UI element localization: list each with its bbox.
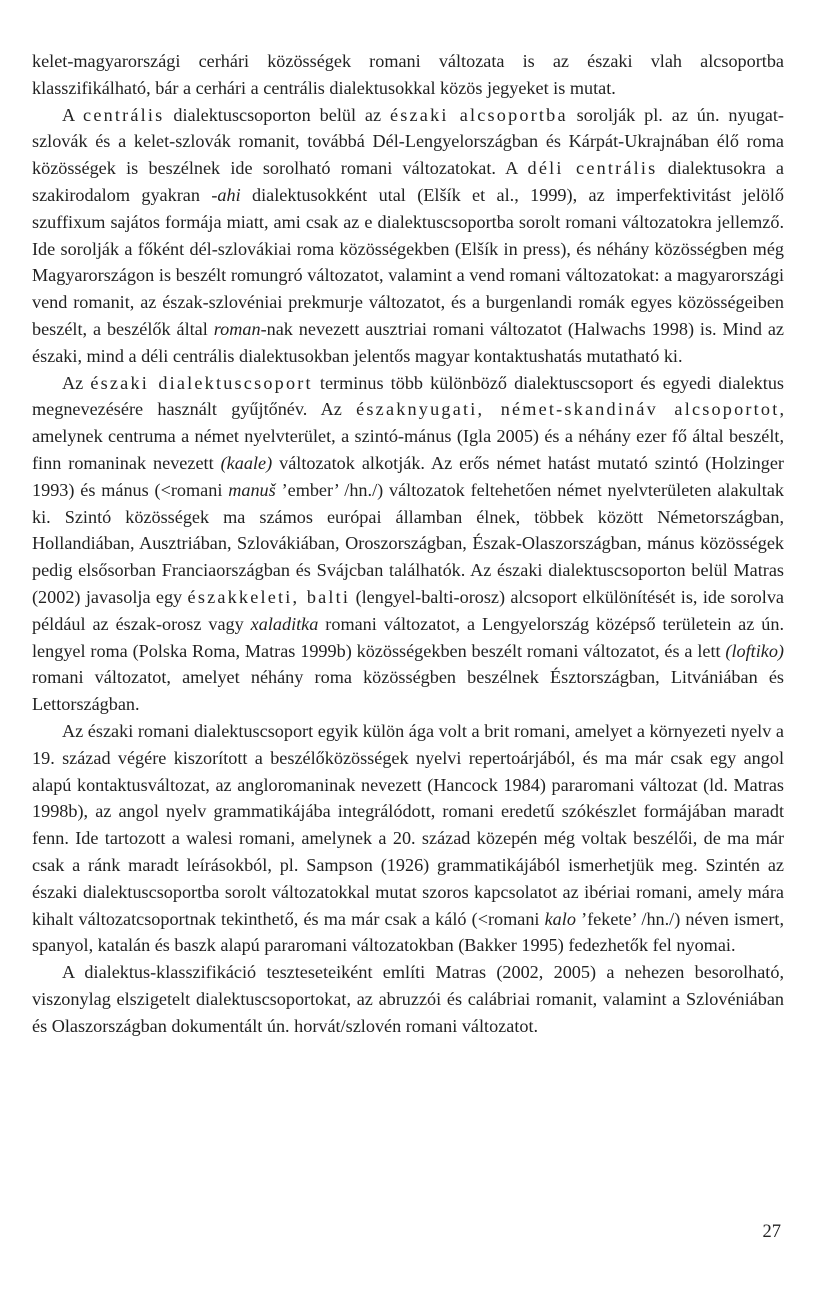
- spaced-term: északi alcsoportba: [389, 104, 568, 125]
- text-run: terminus több különböző dialektuscsoport és egyedi dialektus megnevezésére használt gyűjtőnév. Az: [32, 372, 784, 420]
- italic-term: xaladitka: [250, 613, 319, 634]
- italic-term: (loftiko): [725, 640, 784, 661]
- text-run: kelet-magyarországi cerhári közösségek romani változata is az északi vlah alcsoportba klasszifikálható, bár a cerhári a centrális dialektusokkal közös jegyeket is mutat.: [32, 51, 784, 98]
- text-run: ’fekete’ /hn./) néven ismert, spanyol, katalán és baszk alapú pararomani változatokban (Bakker 1995) fedezhetők fel nyomai.: [32, 908, 784, 956]
- text-run: változatok alkotják. Az erős német hatást mutató szintó (Holzinger 1993) és mánus (<romani: [32, 452, 784, 500]
- body-text: [32, 48, 784, 1039]
- text-run: Az: [62, 372, 91, 393]
- text-run: Az északi romani dialektuscsoport egyik külön ága volt a brit romani, amelyet a környezeti nyelv a 19. század végére kiszorított a beszélőközösségek nyelvi repertoárjából, és ma már csak egy angol alapú kontaktusváltozat, az angloromaninak nevezett (Hancock 1984) pararomani változat (ld. Matras 1998b), az angol nyelv grammatikájába integrálódott, romani eredetű szókészlet formájában maradt fenn. Ide tartozott a walesi romani, amelynek a 20. század közepén még voltak beszélői, de ma már csak a ránk maradt leírásokból, pl. Sampson (1926) grammatikájából ismerhetjük meg. Szintén az északi dialektuscsoportba sorolt változatokkal mutat szoros kapcsolatot az ibériai romani, amely mára kihalt változatcsoportnak tekinthető, és ma már csak a káló (<romani: [32, 720, 784, 929]
- spaced-term: északkeleti, balti: [187, 586, 351, 607]
- text-run: dialektuscsoporton belül az: [164, 104, 390, 125]
- paragraph: [32, 48, 784, 102]
- text-run: sorolják pl. az ún. nyugat-szlovák és a kelet-szlovák romanit, továbbá Dél-Lengyelországban és Kárpát-Ukrajnában élő roma közösségek is beszélnek ide sorolható romani változatokat. A: [32, 104, 784, 179]
- text-run: A dialektus-klasszifikáció teszteseteiként említi Matras (2002, 2005) a nehezen besorolható, viszonylag elszigetelt dialektuscsoportokat, az abruzzói és calábriai romanit, valamint a Szlovéniában és Olaszországban dokumentált ún. horvát/szlovén romani változatot.: [32, 962, 784, 1036]
- spaced-term: centrális: [83, 104, 165, 125]
- paragraph: [32, 102, 784, 370]
- page-number: 27: [762, 1222, 781, 1242]
- italic-term: (kaale): [220, 452, 273, 473]
- paragraph: [32, 959, 784, 1039]
- text-run: (lengyel-balti-orosz) alcsoport elkülönítését is, ide sorolva például az észak-orosz vagy: [32, 586, 784, 634]
- spaced-term: északi dialektuscsoport: [90, 372, 313, 393]
- text-run: -nak nevezett ausztriai romani változatot (Halwachs 1998) is. Mind az északi, mind a déli centrális dialektusokban jelentős magyar kontaktushatás mutatható ki.: [32, 318, 784, 366]
- text-run: dialektusokként utal (Elšík et al., 1999), az imperfektivitást jelölő szuffixum sajátos formája miatt, ami csak az e dialektuscsoportba sorolt romani változatokra jellemző. Ide sorolják a főként dél-szlovákiai roma közösségekben (Elšík in press), és néhány közösségben még Magyarországon is beszélt romungró változatot, valamint a vend romani változatokat: a magyarországi vend romanit, az észak-szlovéniai prekmurje változatot, és a burgenlandi romák egyes közösségeiben beszélt, a beszélők által: [32, 184, 784, 339]
- spaced-term: északnyugati, német-skandináv alcsoportot: [356, 399, 780, 420]
- text-run: ’ember’ /hn./) változatok feltehetően német nyelvterületen alakultak ki. Szintó közösségek ma számos európai államban élnek, többek között Németországban, Hollandiában, Ausztriában, Szlovákiában, Oroszországban, Észak-Olaszországban, mánus közösségek pedig elsősorban Franciaországban és Svájcban találhatók. Az északi dialektuscsoporton belül Matras (2002) javasolja egy: [32, 479, 784, 607]
- text-run: romani változatot, amelyet néhány roma közösségben beszélnek Észtországban, Litvániában és Lettországban.: [32, 667, 784, 715]
- italic-term: roman: [213, 318, 261, 339]
- spaced-term: déli centrális: [527, 158, 658, 179]
- text-run: dialektusokra a szakirodalom gyakran: [32, 158, 784, 205]
- italic-term: manuš: [228, 479, 276, 500]
- text-run: , amelynek centruma a német nyelvterület, a szintó-mánus (Igla 2005) és a néhány ezer fő által beszélt, finn romaninak nevezett: [32, 399, 784, 473]
- text-run: romani változatot, a Lengyelország középső területein az ún. lengyel roma (Polska Roma, Matras 1999b) közösségekben beszélt romani változatot, és a lett: [32, 613, 784, 661]
- paragraph: [32, 718, 784, 959]
- text-run: A: [62, 104, 84, 125]
- italic-term: -ahi: [211, 184, 241, 205]
- italic-term: kalo: [544, 908, 576, 929]
- paragraph: [32, 370, 784, 718]
